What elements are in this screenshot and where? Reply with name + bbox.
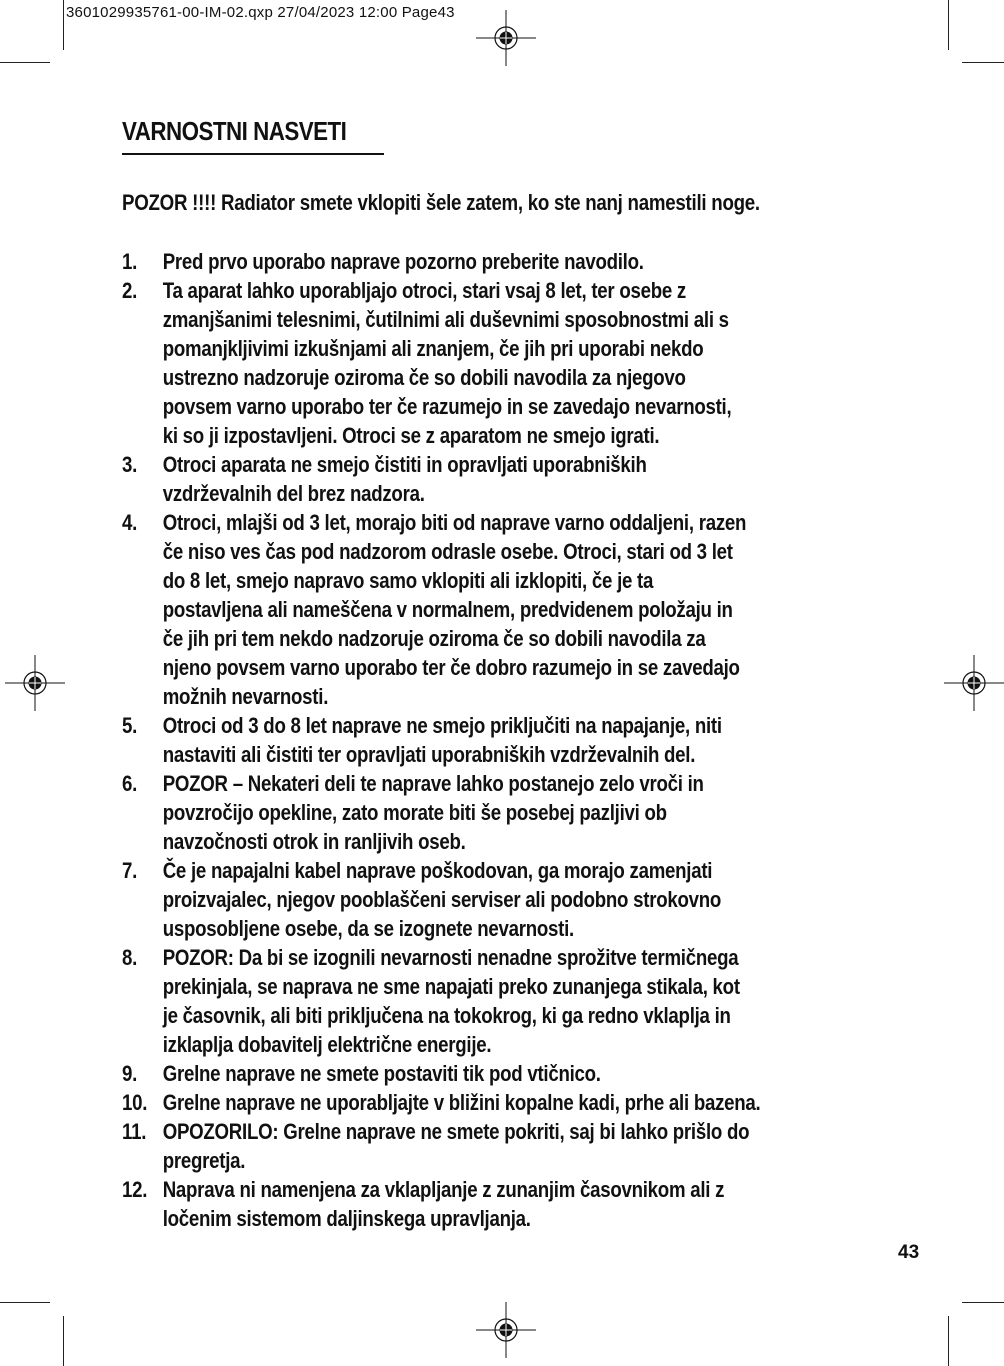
list-item-text [163, 1088, 885, 1117]
list-item [122, 1117, 885, 1175]
list-item-line: je časovnik, ali biti priključena na tokokrog, ki ga redno vklaplja in [162, 1003, 731, 1028]
list-item-line: možnih nevarnosti. [162, 684, 329, 709]
list-item-text [163, 508, 885, 711]
list-item-line: ustrezno nadzoruje oziroma če so dobili navodila za njegovo [162, 365, 686, 390]
list-item-line: nastaviti ali čistiti ter opravljati uporabniških vzdrževalnih del. [162, 742, 696, 767]
list-item-number: 12. [122, 1177, 148, 1202]
crop-mark-top-left-horizontal [0, 62, 50, 63]
crop-mark-bottom-left-vertical [63, 1316, 64, 1366]
list-item-text [163, 856, 885, 943]
list-item-line: njeno povsem varno uporabo ter če dobro razumejo in se zavedajo [162, 655, 740, 680]
list-item-line: Otroci od 3 do 8 let naprave ne smejo priključiti na napajanje, niti [162, 713, 722, 738]
list-item-number: 1. [122, 249, 138, 274]
list-item-number: 6. [122, 771, 138, 796]
list-item-number: 4. [122, 510, 138, 535]
list-item-number: 2. [122, 278, 138, 303]
list-item-line: zmanjšanimi telesnimi, čutilnimi ali duševnimi sposobnostmi ali s [162, 307, 729, 332]
list-item [122, 450, 885, 508]
list-item-text [163, 1117, 885, 1175]
list-item-line: do 8 let, smejo napravo samo vklopiti ali izklopiti, če je ta [162, 568, 654, 593]
crop-mark-bottom-right-horizontal [962, 1302, 1004, 1303]
list-item-line: če jih pri tem nekdo nadzoruje oziroma če so dobili navodila za [162, 626, 706, 651]
list-item-line: navzočnosti otrok in ranljivih oseb. [162, 829, 466, 854]
list-item-number: 5. [122, 713, 138, 738]
list-item-number: 7. [122, 858, 138, 883]
list-item [122, 769, 885, 856]
list-item [122, 247, 885, 276]
list-item [122, 508, 885, 711]
list-item-text [163, 711, 885, 769]
list-item-line: proizvajalec, njegov pooblaščeni serviser ali podobno strokovno [162, 887, 722, 912]
page-title: VARNOSTNI NASVETI [122, 116, 347, 146]
crop-mark-top-left-vertical [63, 0, 64, 50]
list-item-line: če niso ves čas pod nadzorom odrasle osebe. Otroci, stari od 3 let [162, 539, 733, 564]
list-item-line: OPOZORILO: Grelne naprave ne smete pokriti, saj bi lahko prišlo do [162, 1119, 750, 1144]
list-item-line: Ta aparat lahko uporabljajo otroci, stari vsaj 8 let, ter osebe z [162, 278, 686, 303]
list-item-line: ločenim sistemom daljinskega upravljanja. [162, 1206, 531, 1231]
safety-list [122, 247, 885, 1233]
list-item [122, 1088, 885, 1117]
list-item-line: ki so ji izpostavljeni. Otroci se z aparatom ne smejo igrati. [162, 423, 660, 448]
list-item [122, 856, 885, 943]
list-item-line: povzročijo opekline, zato morate biti še posebej pazljivi ob [162, 800, 667, 825]
list-item-line: Otroci, mlajši od 3 let, morajo biti od naprave varno oddaljeni, razen [162, 510, 747, 535]
list-item-line: Grelne naprave ne smete postaviti tik pod vtičnico. [162, 1061, 601, 1086]
list-item [122, 943, 885, 1059]
list-item-number: 11. [122, 1119, 147, 1144]
list-item [122, 711, 885, 769]
list-item [122, 1059, 885, 1088]
list-item-line: Otroci aparata ne smejo čistiti in opravljati uporabniških [162, 452, 647, 477]
list-item-line: POZOR: Da bi se izognili nevarnosti nenadne sprožitve termičnega [162, 945, 739, 970]
list-item-text [163, 1175, 885, 1233]
registration-mark-left-icon [5, 653, 65, 713]
list-item-line: Grelne naprave ne uporabljajte v bližini kopalne kadi, prhe ali bazena. [162, 1090, 761, 1115]
list-item-line: pomanjkljivimi izkušnjami ali znanjem, če jih pri uporabi nekdo [162, 336, 704, 361]
list-item-line: prekinjala, se naprava ne sme napajati preko zunanjega stikala, kot [162, 974, 740, 999]
list-item-number: 3. [122, 452, 138, 477]
list-item-number: 10. [122, 1090, 148, 1115]
list-item-line: Če je napajalni kabel naprave poškodovan, ga morajo zamenjati [162, 858, 713, 883]
list-item-line: usposobljene osebe, da se izognete nevarnosti. [162, 916, 574, 941]
list-item-text [163, 769, 885, 856]
crop-mark-bottom-right-vertical [948, 1316, 949, 1366]
list-item-line: Pred prvo uporabo naprave pozorno preberite navodilo. [162, 249, 644, 274]
list-item-text [163, 450, 885, 508]
list-item-line: POZOR – Nekateri deli te naprave lahko postanejo zelo vroči in [162, 771, 704, 796]
list-item-line: postavljena ali nameščena v normalnem, predvidenem položaju in [162, 597, 733, 622]
list-item [122, 276, 885, 450]
list-item-number: 9. [122, 1061, 138, 1086]
list-item-text [163, 1059, 885, 1088]
list-item-text [163, 276, 885, 450]
list-item-line: povsem varno uporabo ter če razumejo in se zavedajo nevarnosti, [162, 394, 732, 419]
list-item-line: Naprava ni namenjena za vklapljanje z zunanjim časovnikom ali z [162, 1177, 725, 1202]
warning-text: POZOR !!!! Radiator smete vklopiti šele zatem, ko ste nanj namestili noge. [122, 190, 760, 215]
crop-mark-top-right-horizontal [962, 62, 1004, 63]
crop-mark-bottom-left-horizontal [0, 1302, 50, 1303]
registration-mark-top-icon [476, 8, 536, 68]
list-item-number: 8. [122, 945, 138, 970]
title-underline [122, 153, 384, 155]
list-item-line: vzdrževalnih del brez nadzora. [162, 481, 425, 506]
registration-mark-bottom-icon [476, 1300, 536, 1360]
list-item [122, 1175, 885, 1233]
print-file-header: 3601029935761-00-IM-02.qxp 27/04/2023 12:00 Page43 [66, 4, 455, 21]
crop-mark-top-right-vertical [948, 0, 949, 50]
list-item-text [163, 247, 885, 276]
page-number: 43 [898, 1242, 920, 1263]
registration-mark-right-icon [944, 653, 1004, 713]
list-item-line: izklaplja dobavitelj električne energije. [162, 1032, 492, 1057]
list-item-line: pregretja. [162, 1148, 246, 1173]
list-item-text [163, 943, 885, 1059]
